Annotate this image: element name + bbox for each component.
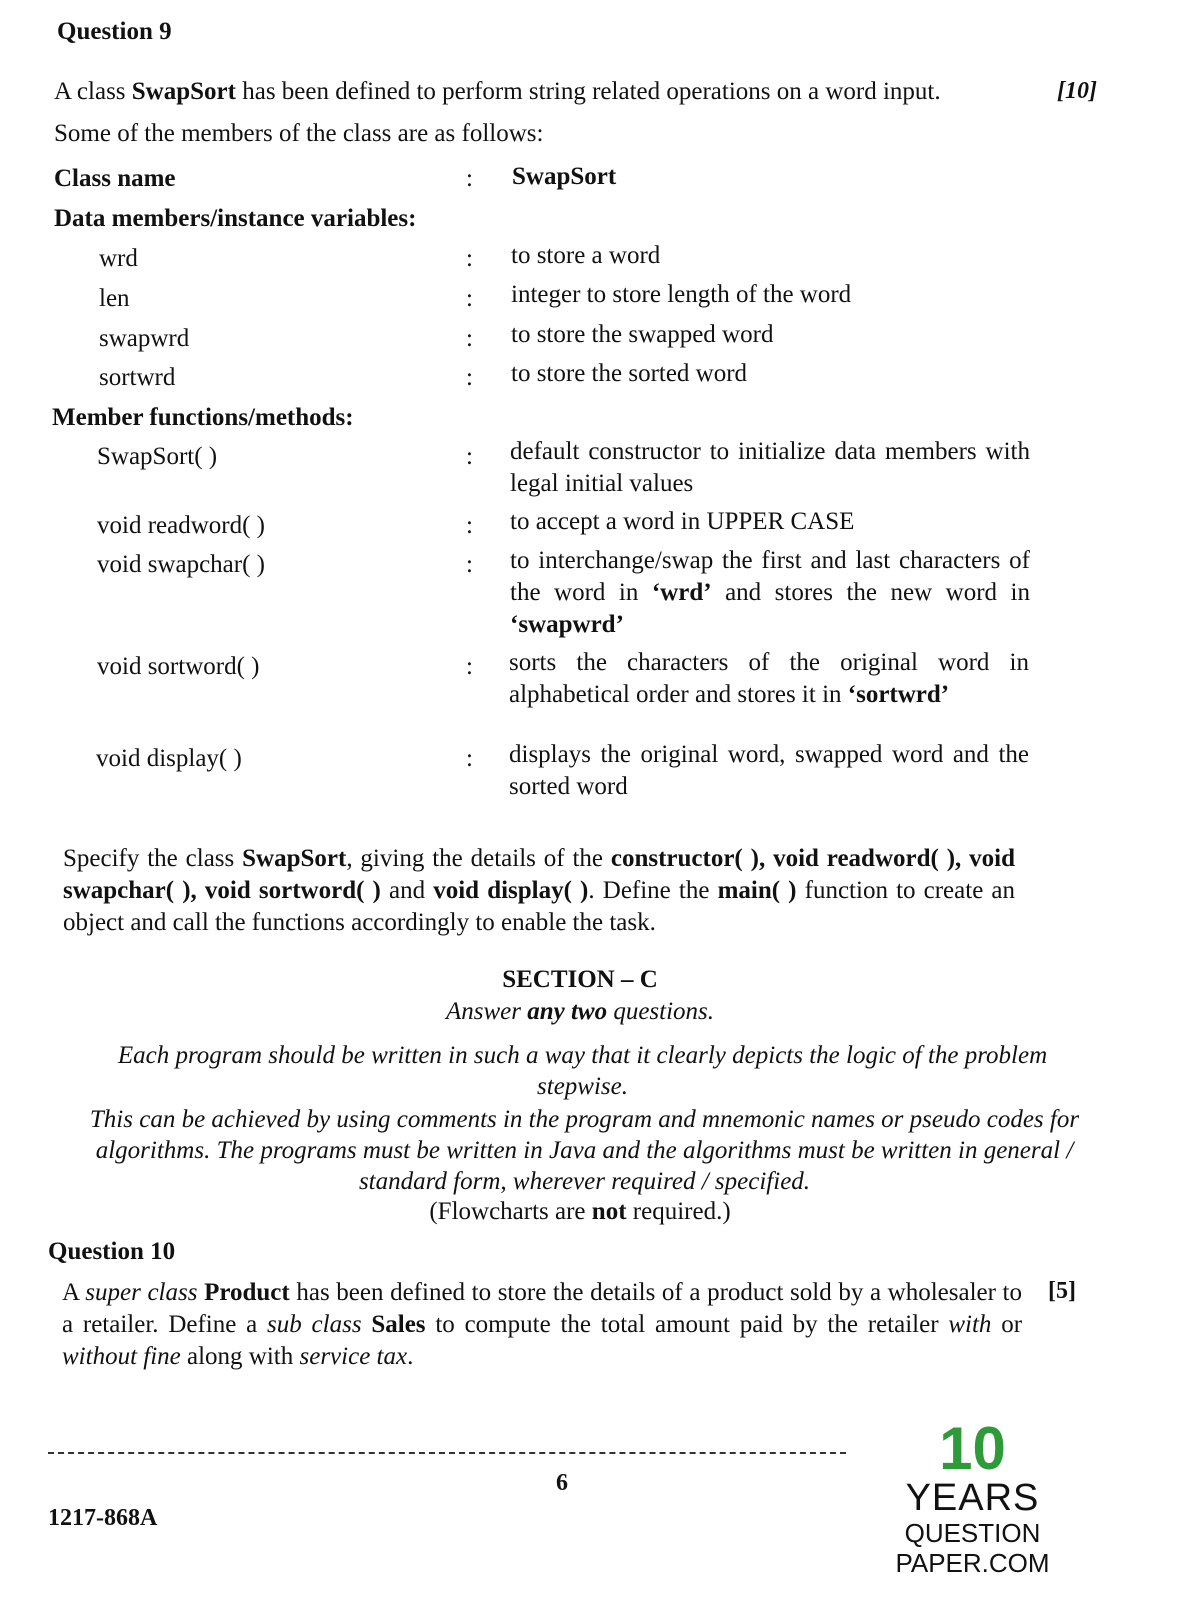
methods-heading: Member functions/methods:	[52, 404, 354, 431]
method-name: void display( )	[96, 745, 242, 772]
method-name: void readword( )	[97, 512, 265, 539]
member-name: len	[99, 285, 130, 312]
paper-code: 1217-868A	[48, 1505, 158, 1531]
footer-divider	[48, 1452, 846, 1454]
method-desc: displays the original word, swapped word and the sorted word	[509, 741, 1029, 800]
data-members-heading: Data members/instance variables:	[54, 205, 417, 232]
section-c-flowcharts-note: (Flowcharts are not required.)	[429, 1198, 731, 1225]
member-desc: to store the sorted word	[511, 360, 748, 387]
colon: :	[466, 745, 473, 772]
logo-years: YEARS	[905, 1477, 1040, 1519]
colon: :	[466, 165, 473, 192]
q9-marks: [10]	[1057, 78, 1097, 104]
section-c-answer: Answer any two questions.	[445, 998, 715, 1025]
colon: :	[466, 325, 473, 352]
colon: :	[466, 285, 473, 312]
method-name: void sortword( )	[97, 653, 260, 680]
member-name: wrd	[99, 245, 138, 272]
colon: :	[466, 551, 473, 578]
q9-specify-paragraph: Specify the class SwapSort, giving the details of the constructor( ), void readword( ), void swapchar( ), void sortword( ) and void display( ). Define the main( ) function to create an object and call the functions accordingly to enable the task.	[63, 845, 1016, 936]
logo-site: QUESTION PAPER.COM	[895, 1518, 1050, 1578]
method-desc: to interchange/swap the first and last characters of the word in ‘wrd’ and stores the new word in ‘swapwrd’	[510, 547, 1030, 638]
colon: :	[466, 443, 473, 470]
method-desc: default constructor to initialize data members with legal initial values	[510, 438, 1030, 497]
method-name: void swapchar( )	[97, 551, 265, 578]
logo	[840, 1415, 1105, 1578]
method-name: SwapSort( )	[97, 443, 218, 470]
member-desc: integer to store length of the word	[511, 281, 852, 308]
colon: :	[466, 653, 473, 680]
q10-marks: [5]	[1048, 1278, 1076, 1304]
colon: :	[466, 245, 473, 272]
section-c-heading: SECTION – C	[502, 966, 658, 993]
member-desc: to store a word	[511, 242, 661, 269]
method-desc: to accept a word in UPPER CASE	[510, 508, 855, 535]
section-c-instruction-2: This can be achieved by using comments in the program and mnemonic names or pseudo codes for algorithms. The programs must be written in Java and the algorithms must be written in general / standard form, wherever required / specified.	[89, 1106, 1080, 1195]
colon: :	[466, 512, 473, 539]
q9-intro: A class SwapSort has been defined to perform string related operations on a word input.	[54, 78, 941, 105]
q9-members-intro: Some of the members of the class are as follows:	[54, 120, 544, 147]
class-name-label: Class name	[54, 165, 176, 192]
section-c-instruction-1: Each program should be written in such a way that it clearly depicts the logic of the problem stepwise.	[117, 1042, 1048, 1100]
q10-paragraph: A super class Product has been defined to store the details of a product sold by a wholesaler to a retailer. Define a sub class Sales to compute the total amount paid by the retailer with or without fine along with service tax.	[62, 1279, 1023, 1370]
member-name: swapwrd	[99, 325, 190, 352]
colon: :	[466, 364, 473, 391]
member-name: sortwrd	[99, 364, 176, 391]
logo-ten: 10	[939, 1415, 1006, 1482]
question-9-title: Question 9	[57, 18, 172, 45]
question-10-title: Question 10	[48, 1238, 176, 1265]
page-number: 6	[556, 1470, 568, 1496]
class-name-value: SwapSort	[512, 163, 617, 190]
member-desc: to store the swapped word	[511, 321, 774, 348]
method-desc: sorts the characters of the original word in alphabetical order and stores it in ‘sortwrd’	[509, 649, 1029, 708]
